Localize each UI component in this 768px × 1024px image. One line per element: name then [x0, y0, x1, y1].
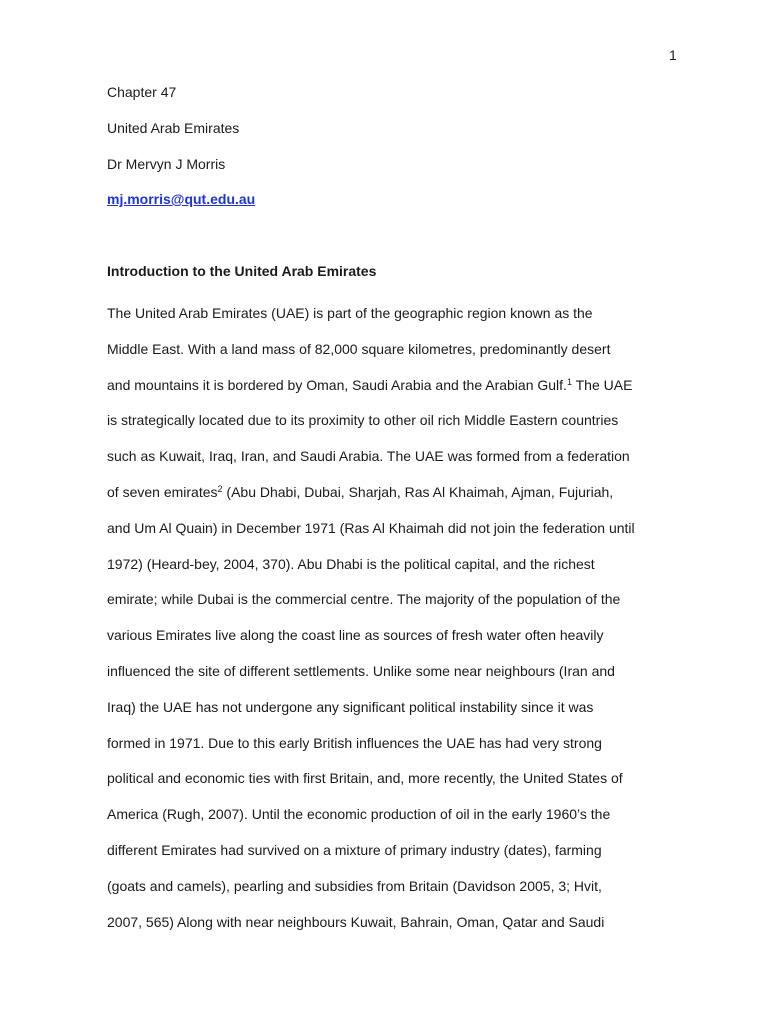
body-line-text: (Abu Dhabi, Dubai, Sharjah, Ras Al Khaimah, Ajman, Fujuriah,: [222, 483, 614, 500]
page-number: 1: [669, 47, 677, 63]
body-line: 2007, 565) Along with near neighbours Kuwait, Bahrain, Oman, Qatar and Saudi: [107, 913, 605, 930]
body-line: such as Kuwait, Iraq, Iran, and Saudi Arabia. The UAE was formed from a federation: [107, 448, 630, 465]
body-line-text: of seven emirates: [107, 483, 218, 500]
footnote-ref-2[interactable]: 2: [217, 483, 223, 494]
author-name: Dr Mervyn J Morris: [107, 156, 226, 172]
body-line: formed in 1971. Due to this early British influences the UAE has had very strong: [107, 734, 602, 751]
body-line: and Um Al Quain) in December 1971 (Ras Al Khaimah did not join the federation until: [107, 519, 635, 536]
footnote-ref-1[interactable]: 1: [566, 376, 572, 387]
body-line: is strategically located due to its proximity to other oil rich Middle Eastern countries: [107, 412, 619, 429]
author-email-link[interactable]: mj.morris@qut.edu.au: [107, 191, 256, 207]
body-line: (goats and camels), pearling and subsidies from Britain (Davidson 2005, 3; Hvit,: [107, 877, 602, 894]
chapter-title: United Arab Emirates: [107, 120, 240, 136]
body-line: political and economic ties with first Britain, and, more recently, the United States of: [107, 770, 623, 787]
body-line-text: The UAE: [571, 376, 633, 393]
body-line: various Emirates live along the coast line as sources of fresh water often heavily: [107, 627, 604, 644]
body-paragraph: [107, 296, 635, 940]
body-line: 1972) (Heard-bey, 2004, 370). Abu Dhabi is the political capital, and the richest: [107, 555, 595, 572]
body-line: Iraq) the UAE has not undergone any significant political instability since it was: [107, 698, 594, 715]
body-line: America (Rugh, 2007). Until the economic production of oil in the early 1960’s the: [107, 806, 611, 823]
body-line: emirate; while Dubai is the commercial centre. The majority of the population of the: [107, 591, 621, 608]
body-line: [107, 368, 635, 404]
body-line-text: and mountains it is bordered by Oman, Saudi Arabia and the Arabian Gulf.: [107, 376, 567, 393]
body-line: The United Arab Emirates (UAE) is part of the geographic region known as the: [107, 305, 593, 321]
body-line: influenced the site of different settlements. Unlike some near neighbours (Iran and: [107, 662, 615, 679]
chapter-label: Chapter 47: [107, 84, 177, 100]
body-line: different Emirates had survived on a mixture of primary industry (dates), farming: [107, 841, 602, 858]
section-heading: Introduction to the United Arab Emirates: [107, 263, 377, 279]
body-line: Middle East. With a land mass of 82,000 square kilometres, predominantly desert: [107, 340, 611, 357]
body-line: [107, 475, 635, 511]
